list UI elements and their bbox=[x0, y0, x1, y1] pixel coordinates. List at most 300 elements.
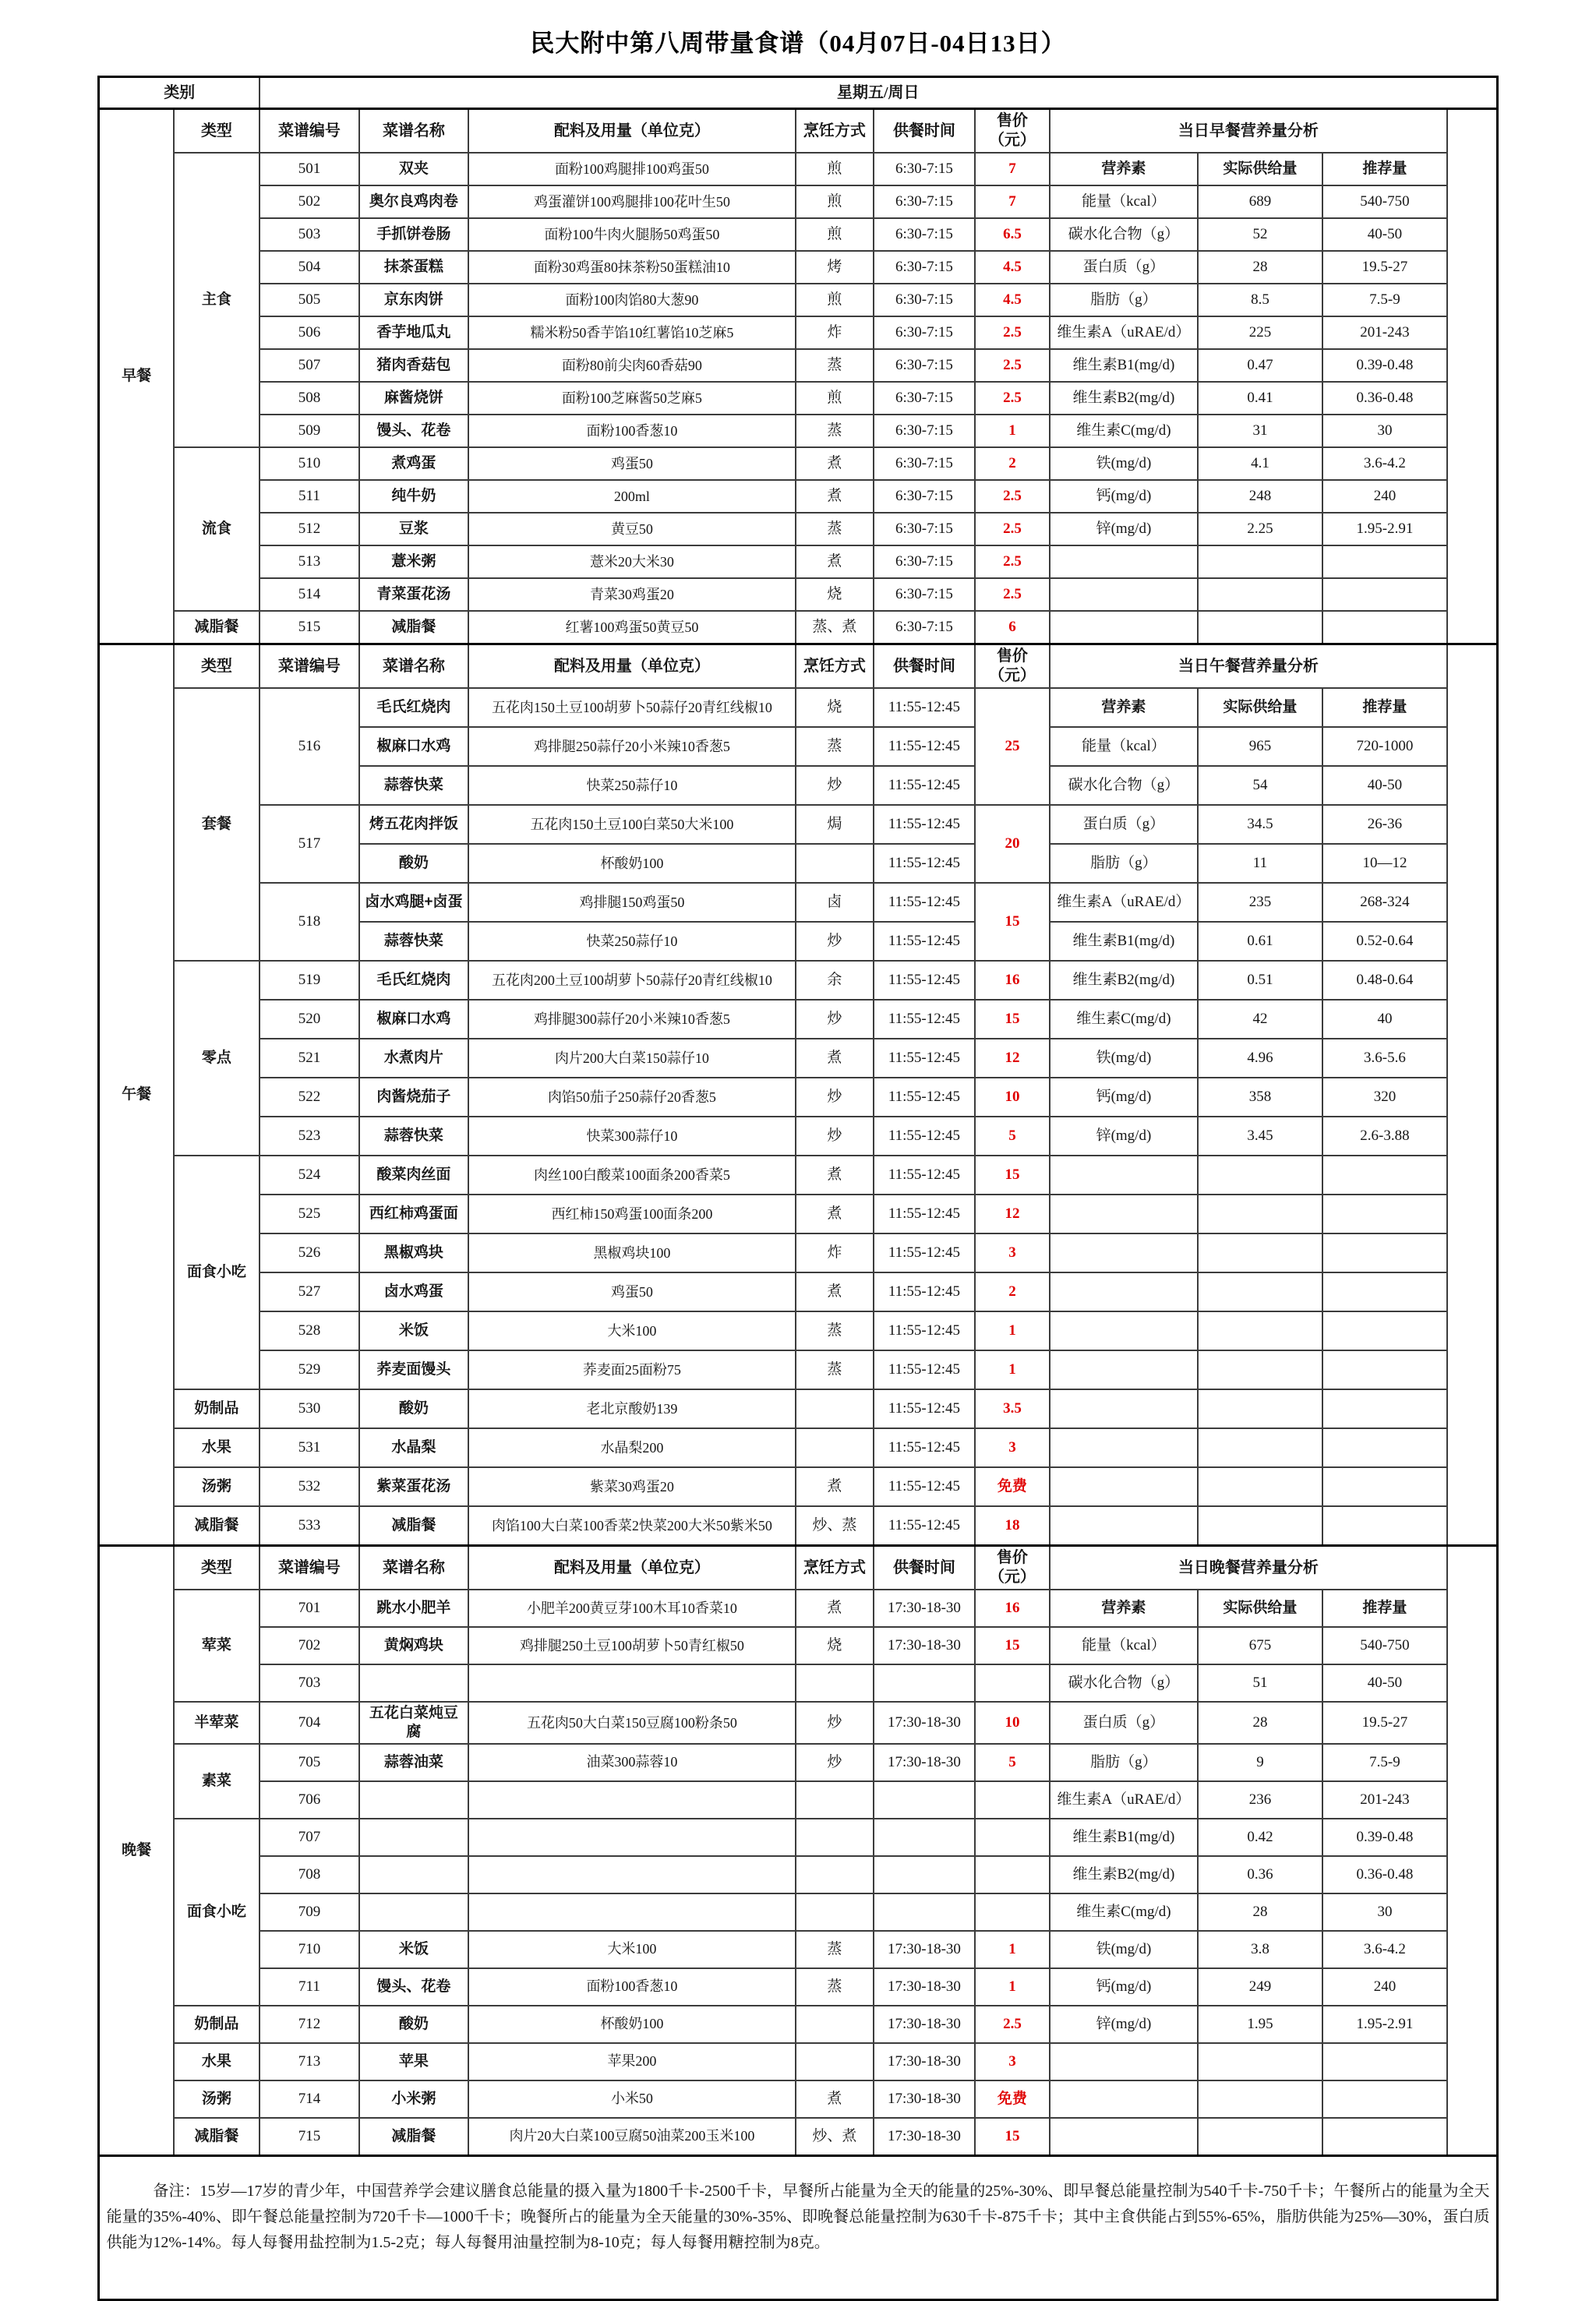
nutrient-actual-value: 0.41 bbox=[1198, 382, 1322, 415]
nutrient-name: 碳水化合物（g） bbox=[1050, 1664, 1198, 1702]
dish-name: 馒头、花卷 bbox=[359, 415, 468, 447]
nutrient-empty-cell bbox=[1198, 1233, 1322, 1272]
dish-name: 手抓饼卷肠 bbox=[359, 218, 468, 251]
dish-price: 2.5 bbox=[975, 382, 1050, 415]
dish-code: 511 bbox=[260, 480, 359, 513]
dish-code: 512 bbox=[260, 513, 359, 545]
dish-type: 主食 bbox=[174, 153, 260, 447]
dish-name: 煮鸡蛋 bbox=[359, 447, 468, 480]
dish-code: 516 bbox=[260, 688, 359, 805]
menu-row bbox=[99, 1627, 1497, 1664]
serving-time-cell: 6:30-7:15 bbox=[874, 349, 975, 382]
nutrient-actual-value: 42 bbox=[1198, 1000, 1322, 1039]
serving-time-cell: 6:30-7:15 bbox=[874, 284, 975, 316]
serving-time-cell: 6:30-7:15 bbox=[874, 153, 975, 185]
nutrient-empty-cell bbox=[1050, 1272, 1198, 1311]
dish-price: 5 bbox=[975, 1744, 1050, 1781]
column-header: 菜谱名称 bbox=[359, 109, 468, 154]
dish-ingredients: 紫菜30鸡蛋20 bbox=[468, 1467, 796, 1506]
page-title: 民大附中第八周带量食谱（04月07日-04日13日） bbox=[530, 30, 1066, 57]
menu-row bbox=[99, 644, 1497, 689]
nutrient-actual-value: 0.36 bbox=[1198, 1856, 1322, 1893]
nutrient-empty-cell bbox=[1050, 1350, 1198, 1389]
dish-name: 纯牛奶 bbox=[359, 480, 468, 513]
nutrient-name: 脂肪（g） bbox=[1050, 1744, 1198, 1781]
dish-name: 苹果 bbox=[359, 2043, 468, 2080]
nutrition-column-header: 推荐量 bbox=[1322, 1590, 1447, 1627]
nutrient-recommended-value: 19.5-27 bbox=[1322, 1702, 1447, 1744]
dish-ingredients: 小肥羊200黄豆芽100木耳10香菜10 bbox=[468, 1590, 796, 1627]
dish-ingredients: 鸡排腿250蒜仔20小米辣10香葱5 bbox=[468, 727, 796, 766]
serving-time-cell: 11:55-12:45 bbox=[874, 1000, 975, 1039]
dish-ingredients: 糯米粉50香芋馅10红薯馅10芝麻5 bbox=[468, 316, 796, 349]
menu-row bbox=[99, 1856, 1497, 1893]
nutrition-column-header: 营养素 bbox=[1050, 153, 1198, 185]
menu-row bbox=[99, 1664, 1497, 1702]
nutrient-name: 蛋白质（g） bbox=[1050, 805, 1198, 844]
nutrient-actual-value: 28 bbox=[1198, 1702, 1322, 1744]
dish-code: 706 bbox=[260, 1781, 359, 1819]
nutrient-recommended-value: 0.36-0.48 bbox=[1322, 382, 1447, 415]
cooking-method-cell: 蒸 bbox=[796, 727, 874, 766]
serving-time-cell: 11:55-12:45 bbox=[874, 1311, 975, 1350]
nutrient-name: 维生素A（uRAE/d） bbox=[1050, 883, 1198, 922]
cooking-method-cell: 炒、蒸 bbox=[796, 1506, 874, 1546]
menu-row bbox=[99, 1000, 1497, 1039]
serving-time-cell: 6:30-7:15 bbox=[874, 185, 975, 218]
serving-time-cell: 6:30-7:15 bbox=[874, 447, 975, 480]
menu-row bbox=[99, 251, 1497, 284]
nutrient-actual-value: 225 bbox=[1198, 316, 1322, 349]
dish-price bbox=[975, 1781, 1050, 1819]
nutrient-name: 维生素B1(mg/d) bbox=[1050, 922, 1198, 961]
nutrient-empty-cell bbox=[1050, 1389, 1198, 1428]
menu-row bbox=[99, 1311, 1497, 1350]
dish-name: 酸奶 bbox=[359, 1389, 468, 1428]
dish-price: 15 bbox=[975, 1627, 1050, 1664]
dish-code: 701 bbox=[260, 1590, 359, 1627]
cooking-method-cell bbox=[796, 1781, 874, 1819]
dish-ingredients: 肉馅100大白菜100香菜2快菜200大米50紫米50 bbox=[468, 1506, 796, 1546]
menu-row bbox=[99, 2043, 1497, 2080]
dish-name: 京东肉饼 bbox=[359, 284, 468, 316]
serving-time-cell: 11:55-12:45 bbox=[874, 766, 975, 805]
nutrition-column-header: 实际供给量 bbox=[1198, 153, 1322, 185]
dish-price: 7 bbox=[975, 153, 1050, 185]
nutrient-actual-value: 0.61 bbox=[1198, 922, 1322, 961]
analysis-header: 当日早餐营养量分析 bbox=[1050, 109, 1447, 154]
dish-price: 2 bbox=[975, 447, 1050, 480]
serving-time-cell: 17:30-18-30 bbox=[874, 1744, 975, 1781]
cooking-method-cell: 煮 bbox=[796, 1156, 874, 1195]
nutrient-recommended-value: 1.95-2.91 bbox=[1322, 513, 1447, 545]
dish-price: 2.5 bbox=[975, 349, 1050, 382]
nutrient-actual-value: 689 bbox=[1198, 185, 1322, 218]
nutrient-empty-cell bbox=[1198, 1272, 1322, 1311]
dish-price: 4.5 bbox=[975, 284, 1050, 316]
nutrient-name: 铁(mg/d) bbox=[1050, 447, 1198, 480]
dish-name: 减脂餐 bbox=[359, 611, 468, 644]
nutrient-recommended-value: 201-243 bbox=[1322, 316, 1447, 349]
serving-time-cell: 6:30-7:15 bbox=[874, 578, 975, 611]
cooking-method-cell: 烧 bbox=[796, 688, 874, 727]
nutrient-name: 脂肪（g） bbox=[1050, 844, 1198, 883]
dish-ingredients: 杯酸奶100 bbox=[468, 2006, 796, 2043]
dish-code: 505 bbox=[260, 284, 359, 316]
dish-code: 521 bbox=[260, 1039, 359, 1078]
dish-price: 12 bbox=[975, 1195, 1050, 1233]
nutrient-recommended-value: 0.48-0.64 bbox=[1322, 961, 1447, 1000]
nutrient-actual-value: 248 bbox=[1198, 480, 1322, 513]
column-header: 配料及用量（单位克） bbox=[468, 109, 796, 154]
nutrient-recommended-value: 40 bbox=[1322, 1000, 1447, 1039]
dish-code: 504 bbox=[260, 251, 359, 284]
dish-ingredients bbox=[468, 1856, 796, 1893]
dish-price: 7 bbox=[975, 185, 1050, 218]
menu-row bbox=[99, 1195, 1497, 1233]
dish-name: 水晶梨 bbox=[359, 1428, 468, 1467]
nutrient-actual-value: 28 bbox=[1198, 251, 1322, 284]
meal-plan-table bbox=[97, 76, 1498, 2301]
nutrient-recommended-value: 7.5-9 bbox=[1322, 284, 1447, 316]
dish-ingredients: 肉片20大白菜100豆腐50油菜200玉米100 bbox=[468, 2118, 796, 2156]
dish-name bbox=[359, 1819, 468, 1856]
nutrient-empty-cell bbox=[1198, 578, 1322, 611]
dish-code: 712 bbox=[260, 2006, 359, 2043]
dish-code: 518 bbox=[260, 883, 359, 961]
dish-price: 20 bbox=[975, 805, 1050, 883]
cooking-method-cell: 炒 bbox=[796, 1000, 874, 1039]
dish-code: 704 bbox=[260, 1702, 359, 1744]
nutrient-actual-value: 34.5 bbox=[1198, 805, 1322, 844]
nutrient-empty-cell bbox=[1322, 545, 1447, 578]
menu-row bbox=[99, 153, 1497, 185]
dish-type: 奶制品 bbox=[174, 2006, 260, 2043]
cooking-method-cell: 蒸 bbox=[796, 349, 874, 382]
dish-ingredients: 小米50 bbox=[468, 2080, 796, 2118]
dish-code: 703 bbox=[260, 1664, 359, 1702]
menu-row bbox=[99, 1467, 1497, 1506]
nutrient-recommended-value: 240 bbox=[1322, 1968, 1447, 2006]
nutrient-recommended-value: 3.6-4.2 bbox=[1322, 447, 1447, 480]
dish-price: 3 bbox=[975, 2043, 1050, 2080]
menu-row bbox=[99, 1117, 1497, 1156]
dish-price: 12 bbox=[975, 1039, 1050, 1078]
column-header: 类型 bbox=[174, 1546, 260, 1590]
dish-price bbox=[975, 1819, 1050, 1856]
menu-row bbox=[99, 1893, 1497, 1931]
dish-ingredients: 鸡排腿250土豆100胡萝卜50青红椒50 bbox=[468, 1627, 796, 1664]
dish-name: 跳水小肥羊 bbox=[359, 1590, 468, 1627]
serving-time-cell: 17:30-18-30 bbox=[874, 1968, 975, 2006]
menu-row bbox=[99, 688, 1497, 727]
cooking-method-cell: 煎 bbox=[796, 218, 874, 251]
nutrient-name: 锌(mg/d) bbox=[1050, 1117, 1198, 1156]
cooking-method-cell: 炸 bbox=[796, 316, 874, 349]
cooking-method-cell: 蒸 bbox=[796, 513, 874, 545]
dish-ingredients: 青菜30鸡蛋20 bbox=[468, 578, 796, 611]
nutrient-actual-value: 1.95 bbox=[1198, 2006, 1322, 2043]
dish-code: 525 bbox=[260, 1195, 359, 1233]
dish-price: 2.5 bbox=[975, 480, 1050, 513]
menu-row bbox=[99, 1389, 1497, 1428]
serving-time-cell: 6:30-7:15 bbox=[874, 382, 975, 415]
dish-price: 6 bbox=[975, 611, 1050, 644]
menu-row bbox=[99, 447, 1497, 480]
serving-time-cell: 17:30-18-30 bbox=[874, 1931, 975, 1968]
nutrient-recommended-value: 30 bbox=[1322, 1893, 1447, 1931]
dish-code: 517 bbox=[260, 805, 359, 883]
nutrient-name: 钙(mg/d) bbox=[1050, 480, 1198, 513]
nutrition-column-header: 推荐量 bbox=[1322, 688, 1447, 727]
nutrient-empty-cell bbox=[1050, 1156, 1198, 1195]
nutrient-name: 维生素B1(mg/d) bbox=[1050, 349, 1198, 382]
column-header: 售价（元） bbox=[975, 1546, 1050, 1590]
cooking-method-cell: 煮 bbox=[796, 545, 874, 578]
nutrient-actual-value: 54 bbox=[1198, 766, 1322, 805]
column-header: 烹饪方式 bbox=[796, 109, 874, 154]
column-header: 供餐时间 bbox=[874, 109, 975, 154]
dish-price: 15 bbox=[975, 2118, 1050, 2156]
dish-price: 2.5 bbox=[975, 2006, 1050, 2043]
nutrient-name: 维生素C(mg/d) bbox=[1050, 1893, 1198, 1931]
nutrient-empty-cell bbox=[1050, 1195, 1198, 1233]
menu-row bbox=[99, 415, 1497, 447]
dish-name: 青菜蛋花汤 bbox=[359, 578, 468, 611]
dish-name: 抹茶蛋糕 bbox=[359, 251, 468, 284]
dish-code: 705 bbox=[260, 1744, 359, 1781]
nutrient-recommended-value: 0.36-0.48 bbox=[1322, 1856, 1447, 1893]
serving-time-cell: 11:55-12:45 bbox=[874, 883, 975, 922]
nutrient-empty-cell bbox=[1198, 1311, 1322, 1350]
dish-ingredients: 老北京酸奶139 bbox=[468, 1389, 796, 1428]
dish-price: 2.5 bbox=[975, 545, 1050, 578]
nutrient-name: 锌(mg/d) bbox=[1050, 513, 1198, 545]
menu-row bbox=[99, 513, 1497, 545]
analysis-header: 当日午餐营养量分析 bbox=[1050, 644, 1447, 689]
column-header: 烹饪方式 bbox=[796, 1546, 874, 1590]
nutrient-recommended-value: 40-50 bbox=[1322, 1664, 1447, 1702]
dish-price: 1 bbox=[975, 1350, 1050, 1389]
nutrient-empty-cell bbox=[1050, 2043, 1198, 2080]
dish-code: 507 bbox=[260, 349, 359, 382]
dish-ingredients: 五花肉150土豆100白菜50大米100 bbox=[468, 805, 796, 844]
dish-code: 522 bbox=[260, 1078, 359, 1117]
dish-ingredients bbox=[468, 1819, 796, 1856]
dish-name bbox=[359, 1856, 468, 1893]
dish-ingredients: 荞麦面25面粉75 bbox=[468, 1350, 796, 1389]
dish-code: 514 bbox=[260, 578, 359, 611]
dish-ingredients: 肉片200大白菜150蒜仔10 bbox=[468, 1039, 796, 1078]
dish-name: 卤水鸡腿+卤蛋 bbox=[359, 883, 468, 922]
serving-time-cell: 17:30-18-30 bbox=[874, 2043, 975, 2080]
dish-ingredients: 面粉100芝麻酱50芝麻5 bbox=[468, 382, 796, 415]
dish-code: 702 bbox=[260, 1627, 359, 1664]
footer-note: 备注：15岁—17岁的青少年，中国营养学会建议膳食总能量的摄入量为1800千卡-2500千卡，早餐所占能量为全天的能量的25%-30%、即早餐总能量控制为540千卡-750千卡；午餐所占的能量为全天能量的35%-40%、即午餐总能量控制为720千卡—1000千卡；晚餐所占的能量为全天能量的30%-35%、即晚餐总能量控制为630千卡-875千卡；其中主食供能占到55%-65%，脂肪供能为25%—30%，蛋白质供能为12%-14%。每人每餐用盐控制为1.5-2克；每人每餐用油量控制为8-10克；每人每餐用糖控制为8克。 bbox=[99, 2155, 1497, 2299]
nutrient-empty-cell bbox=[1198, 545, 1322, 578]
cooking-method-cell bbox=[796, 1428, 874, 1467]
serving-time-cell: 11:55-12:45 bbox=[874, 1117, 975, 1156]
cooking-method-cell: 煮 bbox=[796, 1039, 874, 1078]
spacer-cell bbox=[1447, 109, 1497, 644]
dish-price: 3 bbox=[975, 1428, 1050, 1467]
dish-ingredients: 黑椒鸡块100 bbox=[468, 1233, 796, 1272]
cooking-method-cell: 炒 bbox=[796, 1744, 874, 1781]
nutrient-name: 维生素C(mg/d) bbox=[1050, 1000, 1198, 1039]
column-header: 菜谱名称 bbox=[359, 1546, 468, 1590]
dish-name: 双夹 bbox=[359, 153, 468, 185]
nutrient-actual-value: 236 bbox=[1198, 1781, 1322, 1819]
menu-row bbox=[99, 545, 1497, 578]
dish-name: 水煮肉片 bbox=[359, 1039, 468, 1078]
nutrient-empty-cell bbox=[1050, 1233, 1198, 1272]
nutrient-empty-cell bbox=[1198, 1428, 1322, 1467]
cooking-method-cell: 煎 bbox=[796, 382, 874, 415]
menu-row bbox=[99, 2080, 1497, 2118]
nutrient-recommended-value: 2.6-3.88 bbox=[1322, 1117, 1447, 1156]
dish-type: 减脂餐 bbox=[174, 1506, 260, 1546]
dish-name: 毛氏红烧肉 bbox=[359, 961, 468, 1000]
cooking-method-cell bbox=[796, 1389, 874, 1428]
cooking-method-cell: 炒 bbox=[796, 1117, 874, 1156]
dish-price: 6.5 bbox=[975, 218, 1050, 251]
cooking-method-cell: 炒 bbox=[796, 1702, 874, 1744]
cooking-method-cell: 蒸 bbox=[796, 1350, 874, 1389]
dish-ingredients bbox=[468, 1781, 796, 1819]
serving-time-cell: 11:55-12:45 bbox=[874, 961, 975, 1000]
menu-row bbox=[99, 1590, 1497, 1627]
dish-code: 506 bbox=[260, 316, 359, 349]
dish-type: 素菜 bbox=[174, 1744, 260, 1819]
dish-name: 五花白菜炖豆腐 bbox=[359, 1702, 468, 1744]
cooking-method-cell: 炒 bbox=[796, 1078, 874, 1117]
nutrient-actual-value: 965 bbox=[1198, 727, 1322, 766]
nutrient-recommended-value: 3.6-5.6 bbox=[1322, 1039, 1447, 1078]
dish-price: 1 bbox=[975, 415, 1050, 447]
dish-price: 4.5 bbox=[975, 251, 1050, 284]
dish-ingredients: 面粉30鸡蛋80抹茶粉50蛋糕油10 bbox=[468, 251, 796, 284]
dish-ingredients: 五花肉50大白菜150豆腐100粉条50 bbox=[468, 1702, 796, 1744]
dish-name: 奥尔良鸡肉卷 bbox=[359, 185, 468, 218]
nutrient-name: 钙(mg/d) bbox=[1050, 1968, 1198, 2006]
serving-time-cell: 11:55-12:45 bbox=[874, 1389, 975, 1428]
nutrient-empty-cell bbox=[1050, 1428, 1198, 1467]
nutrient-actual-value: 675 bbox=[1198, 1627, 1322, 1664]
dish-price: 5 bbox=[975, 1117, 1050, 1156]
serving-time-cell: 17:30-18-30 bbox=[874, 2006, 975, 2043]
dish-name: 卤水鸡蛋 bbox=[359, 1272, 468, 1311]
dish-price bbox=[975, 1856, 1050, 1893]
nutrient-empty-cell bbox=[1322, 578, 1447, 611]
dish-type: 面食小吃 bbox=[174, 1156, 260, 1389]
serving-time-cell: 6:30-7:15 bbox=[874, 316, 975, 349]
cooking-method-cell: 煮 bbox=[796, 1195, 874, 1233]
menu-row bbox=[99, 1546, 1497, 1590]
meal-label: 晚餐 bbox=[99, 1546, 174, 2156]
serving-time-cell: 11:55-12:45 bbox=[874, 1039, 975, 1078]
nutrient-empty-cell bbox=[1322, 1233, 1447, 1272]
cooking-method-cell: 煮 bbox=[796, 480, 874, 513]
nutrient-recommended-value: 268-324 bbox=[1322, 883, 1447, 922]
cooking-method-cell: 煮 bbox=[796, 2080, 874, 2118]
dish-name bbox=[359, 1664, 468, 1702]
dish-ingredients: 杯酸奶100 bbox=[468, 844, 796, 883]
dish-ingredients: 水晶梨200 bbox=[468, 1428, 796, 1467]
nutrient-recommended-value: 0.39-0.48 bbox=[1322, 349, 1447, 382]
serving-time-cell: 11:55-12:45 bbox=[874, 1195, 975, 1233]
serving-time-cell: 11:55-12:45 bbox=[874, 727, 975, 766]
nutrient-name: 碳水化合物（g） bbox=[1050, 218, 1198, 251]
serving-time-cell: 11:55-12:45 bbox=[874, 844, 975, 883]
menu-row bbox=[99, 218, 1497, 251]
cooking-method-cell: 烧 bbox=[796, 578, 874, 611]
nutrient-empty-cell bbox=[1322, 2080, 1447, 2118]
nutrient-recommended-value: 26-36 bbox=[1322, 805, 1447, 844]
dish-price: 16 bbox=[975, 961, 1050, 1000]
cooking-method-cell: 煮 bbox=[796, 1272, 874, 1311]
dish-price: 3.5 bbox=[975, 1389, 1050, 1428]
spacer-cell bbox=[1447, 644, 1497, 1546]
nutrient-actual-value: 9 bbox=[1198, 1744, 1322, 1781]
nutrition-column-header: 推荐量 bbox=[1322, 153, 1447, 185]
dish-type: 汤粥 bbox=[174, 2080, 260, 2118]
dish-code: 529 bbox=[260, 1350, 359, 1389]
nutrient-name: 蛋白质（g） bbox=[1050, 251, 1198, 284]
dish-code: 515 bbox=[260, 611, 359, 644]
dish-name: 肉酱烧茄子 bbox=[359, 1078, 468, 1117]
cooking-method-cell: 炸 bbox=[796, 1233, 874, 1272]
nutrient-empty-cell bbox=[1322, 1311, 1447, 1350]
menu-row bbox=[99, 1272, 1497, 1311]
nutrient-empty-cell bbox=[1322, 611, 1447, 644]
nutrient-name: 能量（kcal） bbox=[1050, 727, 1198, 766]
dish-ingredients: 快菜250蒜仔10 bbox=[468, 922, 796, 961]
serving-time-cell: 11:55-12:45 bbox=[874, 1156, 975, 1195]
dish-type: 零点 bbox=[174, 961, 260, 1156]
dish-name: 黑椒鸡块 bbox=[359, 1233, 468, 1272]
menu-row bbox=[99, 1506, 1497, 1546]
nutrient-name: 铁(mg/d) bbox=[1050, 1039, 1198, 1078]
menu-row bbox=[99, 2006, 1497, 2043]
dish-code: 528 bbox=[260, 1311, 359, 1350]
nutrient-empty-cell bbox=[1050, 2118, 1198, 2156]
nutrient-recommended-value: 540-750 bbox=[1322, 1627, 1447, 1664]
dish-code: 708 bbox=[260, 1856, 359, 1893]
nutrient-actual-value: 3.8 bbox=[1198, 1931, 1322, 1968]
cooking-method-cell bbox=[796, 1893, 874, 1931]
category-corner-label: 类别 bbox=[99, 77, 260, 109]
dish-price: 3 bbox=[975, 1233, 1050, 1272]
dish-type: 减脂餐 bbox=[174, 611, 260, 644]
menu-row bbox=[99, 1233, 1497, 1272]
menu-row bbox=[99, 1039, 1497, 1078]
menu-row bbox=[99, 1781, 1497, 1819]
dish-name: 香芋地瓜丸 bbox=[359, 316, 468, 349]
dish-ingredients: 鸡排腿300蒜仔20小米辣10香葱5 bbox=[468, 1000, 796, 1039]
nutrient-empty-cell bbox=[1198, 2043, 1322, 2080]
dish-ingredients: 红薯100鸡蛋50黄豆50 bbox=[468, 611, 796, 644]
menu-row bbox=[99, 480, 1497, 513]
nutrient-actual-value: 11 bbox=[1198, 844, 1322, 883]
dish-ingredients: 油菜300蒜蓉10 bbox=[468, 1744, 796, 1781]
menu-row bbox=[99, 1819, 1497, 1856]
dish-price: 10 bbox=[975, 1078, 1050, 1117]
nutrient-actual-value: 28 bbox=[1198, 1893, 1322, 1931]
dish-ingredients: 肉馅50茄子250蒜仔20香葱5 bbox=[468, 1078, 796, 1117]
nutrient-recommended-value: 40-50 bbox=[1322, 766, 1447, 805]
menu-row bbox=[99, 961, 1497, 1000]
nutrient-empty-cell bbox=[1322, 1428, 1447, 1467]
